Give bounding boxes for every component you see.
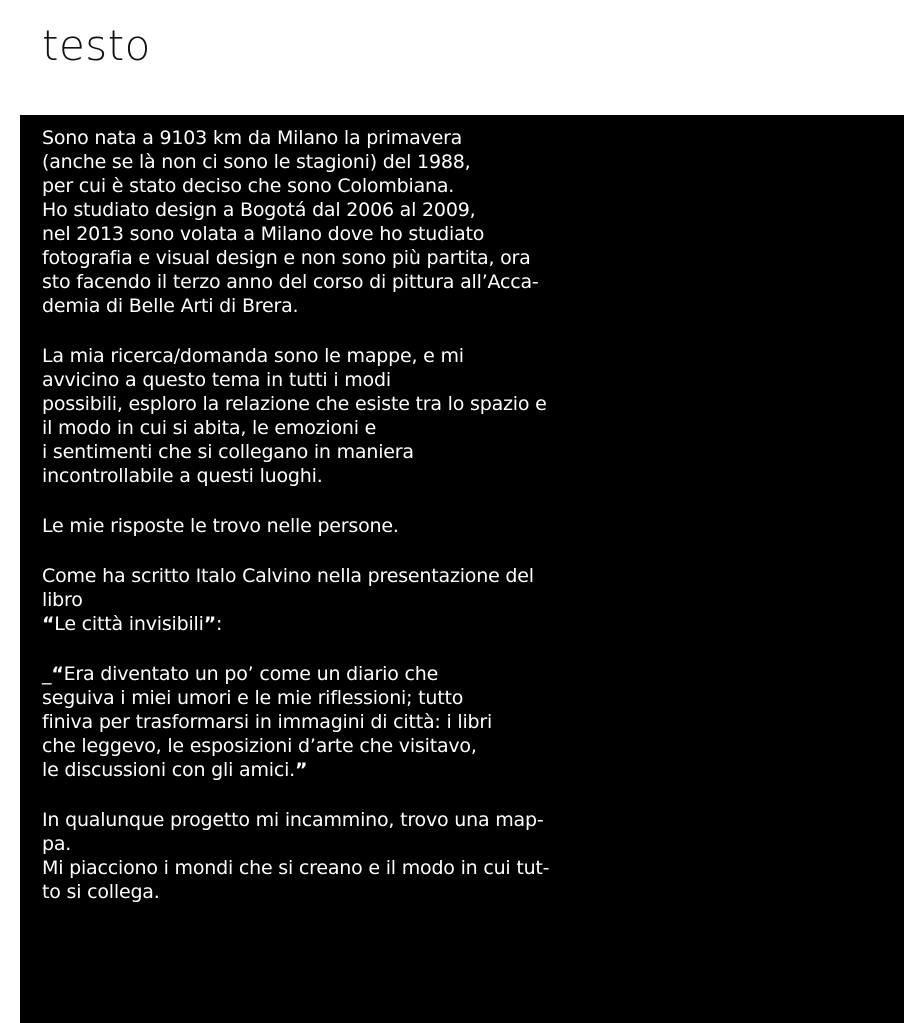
bio-paragraph-research <box>42 344 904 488</box>
text-line: finiva per trasformarsi in immagini di città: i libri <box>42 711 493 733</box>
text-line: pa. <box>42 833 72 855</box>
quote-open-mark: “ <box>42 613 55 635</box>
text-line: Sono nata a 9103 km da Milano la primavera <box>42 127 463 149</box>
colon: : <box>216 613 223 635</box>
text-line: fotografia e visual design e non sono più partita, ora <box>42 247 531 269</box>
quote-last-line <box>42 758 904 782</box>
text-line: possibili, esploro la relazione che esiste tra lo spazio e <box>42 393 547 415</box>
bio-paragraph-origin <box>42 126 904 318</box>
page-title: testo <box>42 21 151 70</box>
quote-text: Era diventato un po’ come un diario che <box>63 663 439 685</box>
quote-text: le discussioni con gli amici. <box>42 759 296 781</box>
quote-open-mark: “ <box>51 663 64 685</box>
bio-paragraph-calvino-quote <box>42 662 904 782</box>
text-line: Mi piacciono i mondi che si creano e il modo in cui tut- <box>42 857 550 879</box>
text-line: (anche se là non ci sono le stagioni) del 1988, <box>42 151 471 173</box>
text-line: avvicino a questo tema in tutti i modi <box>42 369 391 391</box>
quote-close-mark: ” <box>203 613 216 635</box>
text-line: to si collega. <box>42 881 160 903</box>
quote-close-mark: ” <box>295 759 308 781</box>
text-line: che leggevo, le esposizioni d’arte che visitavo, <box>42 735 477 757</box>
text-line: i sentimenti che si collegano in maniera <box>42 441 414 463</box>
text-line: per cui è stato deciso che sono Colombiana. <box>42 175 455 197</box>
quote-first-line <box>42 662 904 686</box>
bio-text-panel <box>20 115 904 1023</box>
bio-paragraph-answers <box>42 514 904 538</box>
book-title-line <box>42 612 904 636</box>
text-line: libro <box>42 589 83 611</box>
bio-paragraph-maps <box>42 808 904 904</box>
text-line: La mia ricerca/domanda sono le mappe, e mi <box>42 345 464 367</box>
text-line: nel 2013 sono volata a Milano dove ho studiato <box>42 223 485 245</box>
text-line: demia di Belle Arti di Brera. <box>42 295 299 317</box>
bio-paragraph-calvino-intro <box>42 564 904 636</box>
text-line: seguiva i miei umori e le mie riflessioni; tutto <box>42 687 464 709</box>
text-line: Le mie risposte le trovo nelle persone. <box>42 515 399 537</box>
text-line: Come ha scritto Italo Calvino nella presentazione del <box>42 565 534 587</box>
text-line: Ho studiato design a Bogotá dal 2006 al 2009, <box>42 199 476 221</box>
text-line: il modo in cui si abita, le emozioni e <box>42 417 377 439</box>
text-line: In qualunque progetto mi incammino, trovo una map- <box>42 809 544 831</box>
book-title: Le città invisibili <box>54 613 204 635</box>
text-line: sto facendo il terzo anno del corso di pittura all’Acca- <box>42 271 539 293</box>
quote-prefix: _ <box>42 663 52 685</box>
text-line: incontrollabile a questi luoghi. <box>42 465 323 487</box>
